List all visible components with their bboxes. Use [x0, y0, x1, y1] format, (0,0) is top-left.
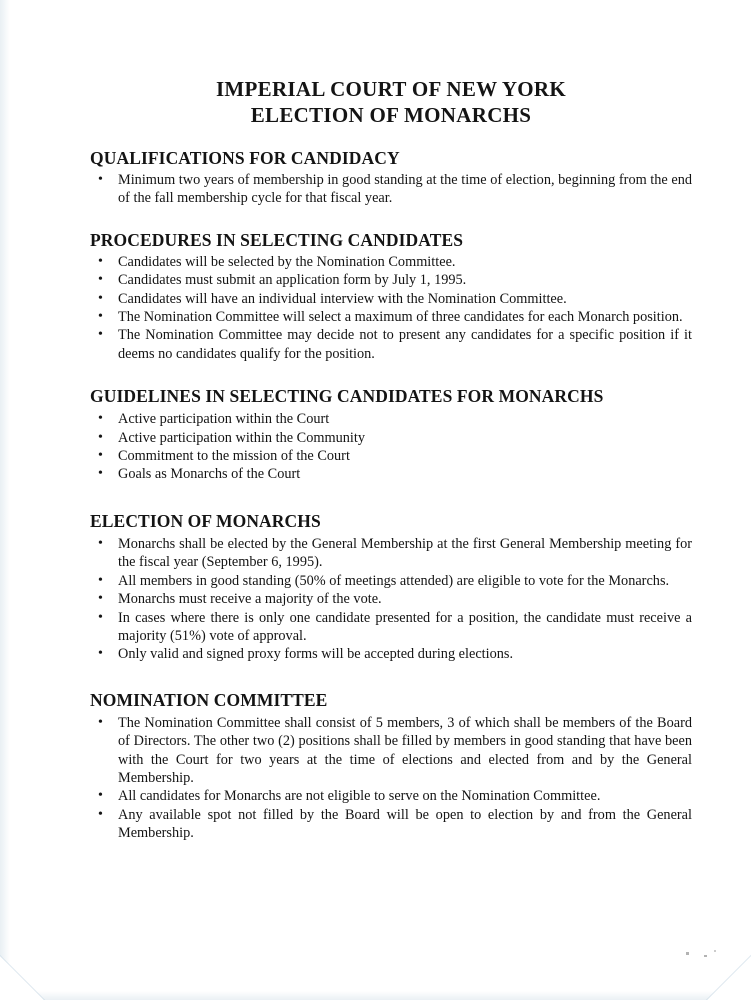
section-guidelines	[90, 386, 692, 484]
list-item-text: Candidates will have an individual interview with the Nomination Committee.	[118, 290, 567, 307]
list-item-text: Candidates must submit an application form by July 1, 1995.	[118, 272, 467, 289]
bullet-icon: •	[98, 609, 103, 625]
bullet-list-qualifications	[90, 171, 692, 208]
bullet-icon: •	[98, 806, 103, 822]
list-item-text: The Nomination Committee shall consist of 5 members, 3 of which shall be members of the Board of Directors. The other two (2) positions shall be filled by members in good standing that have been with the Court for two years at the time of elections and elected from and by the General Membership.	[118, 714, 692, 786]
bullet-icon: •	[98, 572, 103, 588]
page-title-line-2: ELECTION OF MONARCHS	[250, 103, 532, 127]
section-heading-election: ELECTION OF MONARCHS	[90, 510, 321, 531]
list-item-text: Any available spot not filled by the Board will be open to election by and from the General Membership.	[118, 806, 692, 842]
scan-edge-left	[0, 0, 10, 1000]
section-qualifications	[90, 148, 692, 208]
section-procedures	[90, 230, 692, 363]
bullet-icon: •	[98, 309, 103, 325]
list-item-text: All members in good standing (50% of meetings attended) are eligible to vote for the Monarchs.	[118, 572, 670, 589]
bullet-list-procedures	[90, 253, 692, 363]
list-item	[90, 326, 692, 363]
list-item	[90, 609, 692, 646]
bullet-list-nomination	[90, 714, 692, 843]
bullet-icon: •	[98, 172, 103, 187]
bullet-icon: •	[98, 327, 103, 343]
bullet-icon: •	[98, 591, 103, 607]
list-item-text: Goals as Monarchs of the Court	[118, 466, 301, 483]
document-body	[90, 0, 692, 843]
page-title	[90, 0, 692, 128]
list-item	[90, 806, 692, 843]
bullet-icon: •	[98, 411, 103, 427]
list-item	[90, 787, 692, 805]
bullet-icon: •	[98, 253, 103, 269]
list-item	[90, 308, 692, 326]
list-item	[90, 590, 692, 608]
bullet-list-guidelines	[90, 410, 692, 484]
section-nomination	[90, 690, 692, 843]
scan-speck	[686, 952, 689, 955]
bullet-icon: •	[98, 272, 103, 288]
list-item	[90, 171, 692, 208]
page-title-line-1: IMPERIAL COURT OF NEW YORK	[215, 77, 567, 101]
list-item	[90, 572, 692, 590]
bullet-icon: •	[98, 448, 103, 464]
section-heading-procedures: PROCEDURES IN SELECTING CANDIDATES	[90, 229, 464, 250]
section-heading-qualifications: QUALIFICATIONS FOR CANDIDACY	[90, 148, 400, 168]
list-item-text: Only valid and signed proxy forms will be accepted during elections.	[118, 646, 514, 663]
bullet-icon: •	[98, 714, 103, 730]
list-item	[90, 447, 692, 465]
bullet-icon: •	[98, 646, 103, 662]
list-item-text: Active participation within the Court	[118, 411, 330, 428]
scan-speck	[704, 955, 707, 957]
bullet-icon: •	[98, 788, 103, 804]
list-item-text: Active participation within the Community	[118, 429, 365, 446]
list-item-text: Monarchs must receive a majority of the vote.	[118, 591, 382, 608]
list-item-text: The Nomination Committee will select a maximum of three candidates for each Monarch position.	[118, 309, 683, 326]
list-item-text: Commitment to the mission of the Court	[118, 448, 350, 465]
list-item	[90, 410, 692, 428]
scan-edge-bottom	[0, 991, 751, 1000]
list-item	[90, 465, 692, 483]
list-item	[90, 429, 692, 447]
list-item	[90, 714, 692, 788]
scan-speck	[714, 950, 716, 952]
list-item	[90, 290, 692, 308]
page-corner-bottom-right	[707, 956, 751, 1000]
list-item	[90, 645, 692, 663]
list-item-text: In cases where there is only one candidate presented for a position, the candidate must receive a majority (51%) vote of approval.	[118, 609, 692, 644]
section-election	[90, 511, 692, 664]
page-corner-bottom-left	[0, 956, 44, 1000]
list-item	[90, 253, 692, 271]
list-item-text: Monarchs shall be elected by the General Membership at the first General Membership meeting for the fiscal year (September 6, 1995).	[118, 535, 692, 571]
bullet-icon: •	[98, 290, 103, 306]
bullet-icon: •	[98, 466, 103, 482]
list-item-text: Minimum two years of membership in good standing at the time of election, beginning from the end of the fall membership cycle for that fiscal year.	[118, 172, 692, 207]
bullet-icon: •	[98, 429, 103, 445]
list-item-text: The Nomination Committee may decide not to present any candidates for a specific position if it deems no candidates qualify for the position.	[118, 327, 692, 362]
list-item	[90, 535, 692, 572]
section-heading-guidelines: GUIDELINES IN SELECTING CANDIDATES FOR MONARCHS	[90, 386, 604, 407]
bullet-icon: •	[98, 535, 103, 551]
section-heading-nomination: NOMINATION COMMITTEE	[90, 689, 328, 710]
list-item	[90, 271, 692, 289]
bullet-list-election	[90, 535, 692, 664]
list-item-text: Candidates will be selected by the Nomination Committee.	[118, 253, 456, 270]
list-item-text: All candidates for Monarchs are not eligible to serve on the Nomination Committee.	[118, 788, 601, 805]
